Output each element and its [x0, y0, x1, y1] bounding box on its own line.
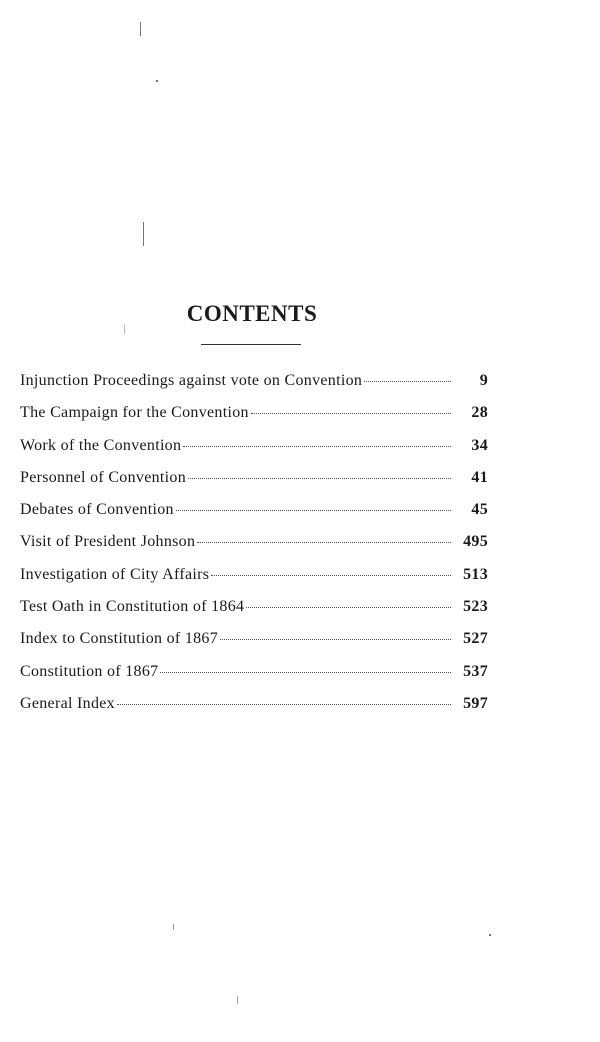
leader-dots: [220, 639, 451, 640]
toc-entry-label: Index to Constitution of 1867: [20, 630, 219, 648]
toc-entry-page: 513: [463, 565, 488, 583]
toc-entry: [20, 372, 488, 404]
toc-entry-page: 34: [471, 436, 488, 454]
leader-dots: [188, 478, 451, 479]
toc-entry-page: 537: [463, 662, 488, 680]
leader-dots: [364, 381, 451, 382]
table-of-contents: [20, 372, 488, 727]
toc-entry-label: The Campaign for the Convention: [20, 404, 249, 422]
leader-dots: [176, 510, 451, 511]
toc-entry: [20, 469, 488, 501]
leader-dots: [251, 413, 451, 414]
toc-entry-label: Visit of President Johnson: [20, 533, 196, 551]
toc-entry-label: Investigation of City Affairs: [20, 565, 210, 583]
toc-entry-page: 9: [479, 372, 488, 389]
toc-entry-label: Debates of Convention: [20, 501, 174, 519]
toc-entry-label: Work of the Convention: [20, 436, 182, 454]
toc-entry-label: General Index: [20, 694, 115, 712]
title-divider: [201, 344, 301, 345]
leader-dots: [117, 704, 451, 705]
toc-entry-page: 527: [463, 630, 488, 648]
toc-entry-page: 41: [471, 468, 488, 486]
toc-entry-page: 495: [463, 533, 488, 551]
scan-mark: [156, 80, 158, 82]
toc-entry: [20, 501, 488, 533]
toc-entry: [20, 630, 488, 662]
leader-dots: [246, 607, 451, 608]
page-title: CONTENTS: [186, 301, 318, 327]
leader-dots: [160, 672, 451, 673]
leader-dots: [211, 575, 451, 576]
scan-mark: [489, 934, 491, 936]
toc-entry: [20, 437, 488, 469]
toc-entry-label: Test Oath in Constitution of 1864: [20, 598, 245, 616]
toc-entry-page: 597: [463, 694, 488, 712]
toc-entry-page: 28: [471, 404, 488, 422]
toc-entry-label: Personnel of Convention: [20, 468, 186, 486]
toc-entry: [20, 598, 488, 630]
scan-mark: [140, 22, 141, 36]
toc-entry-page: 45: [471, 501, 488, 519]
scan-mark: [173, 924, 174, 930]
scan-mark: [237, 996, 238, 1004]
leader-dots: [183, 446, 451, 447]
toc-entry-page: 523: [463, 598, 488, 616]
toc-entry-label: Injunction Proceedings against vote on Convention: [20, 372, 363, 389]
toc-entry: [20, 566, 488, 598]
toc-entry: [20, 663, 488, 695]
toc-entry-label: Constitution of 1867: [20, 662, 159, 680]
toc-entry: [20, 533, 488, 565]
toc-entry: [20, 404, 488, 436]
leader-dots: [197, 542, 451, 543]
scan-mark: [143, 222, 144, 246]
toc-entry: [20, 695, 488, 727]
